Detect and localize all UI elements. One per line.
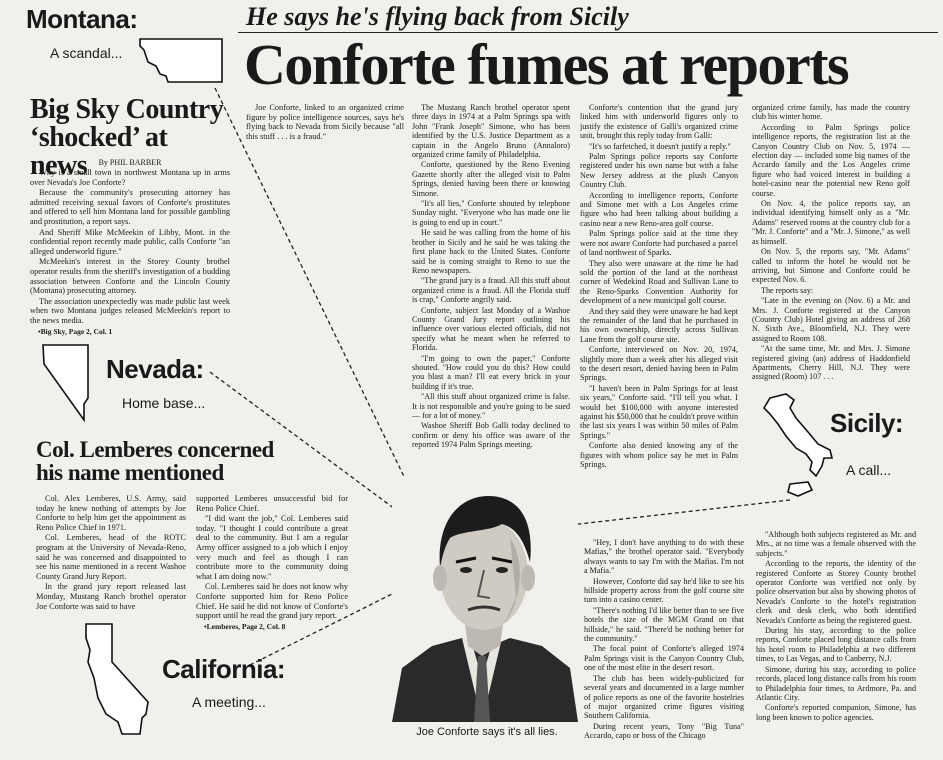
paragraph: The reports say: xyxy=(761,285,814,295)
montana-article xyxy=(30,168,230,337)
photo-caption: Joe Conforte says it's all lies. xyxy=(416,726,558,738)
paragraph: "It's so farfetched, it doesn't justify a reply." xyxy=(589,141,731,151)
california-map-icon xyxy=(82,622,160,738)
paragraph: On Nov. 5, the reports say, "Mr. Adams" called to inform the hotel he would not be arriving, but Simone and Conforte could be expected Nov. 6. xyxy=(752,247,910,285)
lemberes-column-2 xyxy=(196,494,348,632)
lemberes-headline-line2: his name mentioned xyxy=(36,460,224,485)
paragraph: "At the same time, Mr. and Mrs. J. Simone registered giving (an) address of Haddonfield Apartments, Cherry Hill, N.J. They were assigned (Room) 107 . . . xyxy=(752,344,910,382)
paragraph: In the grand jury report released last Monday, Mustang Ranch brothel operator Joe Conforte was said to have xyxy=(36,582,186,611)
paragraph: Conforte, questioned by the Reno Evening Gazette shortly after the alleged visit to Palm Springs, denied having been there or knowing Simone. xyxy=(412,160,570,198)
paragraph: Conforte, interviewed on Nov. 20, 1974, slightly more than a week after his alleged visit to the desert resort, denied having been in Palm Springs. xyxy=(580,345,738,383)
paragraph: According to intelligence reports, Conforte and Simone met with a Los Angeles crime figure who had been talking about building a casino near a new Reno-area golf course. xyxy=(580,190,738,228)
paragraph: McMeekin's interest in the Storey County brothel operator results from the sheriff's investigation of a budding association between Conforte and the Lincoln County (Montana) prosecuting attorney. xyxy=(30,257,230,296)
paragraph: "Although both subjects registered as Mr. and Mrs., at no time was a female observed with the subjects." xyxy=(756,530,916,558)
main-column-1 xyxy=(246,103,404,142)
paragraph: organized crime family, has made the country club his winter home. xyxy=(752,103,910,122)
montana-headline-line1: Big Sky Country xyxy=(30,94,224,125)
italy-map-icon xyxy=(756,392,838,504)
paragraph: "Late in the evening on (Nov. 6) a Mr. and Mrs. J. Conforte registered at the Canyon (Country Club) Hotel giving an address of 268 N. Sixth Ave., Bloomfield, N.J. They were assigned to Room 108. xyxy=(752,296,910,343)
paragraph: The focal point of Conforte's alleged 1974 Palm Springs visit is the Canyon Country Club, one of the most elite in the desert resort. xyxy=(584,644,744,673)
sicily-island xyxy=(788,482,812,496)
main-column-3 xyxy=(580,103,738,470)
paragraph: Conforte's reported companion, Simone, has long been known to police agencies. xyxy=(756,703,916,722)
nevada-map-icon xyxy=(40,342,92,424)
paragraph: During his stay, according to the police reports, Conforte placed long distance calls from his hotel room to Philadelphia at two different times, to Las Vegas, and to Canberry, N.J. xyxy=(756,626,916,664)
main-headline: Conforte fumes at reports xyxy=(244,32,849,97)
paragraph: The club has been widely-publicized for several years and documented in a large number of police reports as one of the favorite hostelries of major organized crime figures visiting Southern California. xyxy=(584,673,744,721)
montana-byline: By PHIL BARBER xyxy=(98,158,162,167)
paragraph: During recent years, Tony "Big Tuna" Accardo, capo or boss of the Chicago xyxy=(584,721,744,741)
montana-map-icon xyxy=(138,36,224,86)
paragraph: The Mustang Ranch brothel operator spent three days in 1974 at a Palm Springs spa with John "Frank Joseph" Simone, who has been identified by the U.S. Justice Department as a captain in the Angelo Bruno (Annaloro) organized crime family of Philadelphia. xyxy=(412,103,570,160)
paragraph: Washoe Sheriff Bob Galli today declined to confirm or deny his office was aware of the reported 1974 Palm Springs meeting. xyxy=(412,421,570,450)
paragraph: Why is a small town in northwest Montana up in arms over Nevada's Joe Conforte? xyxy=(30,168,230,187)
paragraph: "I did want the job," Col. Lemberes said today. "I thought I could contribute a great deal to the community. But I am a regular Army officer assigned to a job which I enjoy very much and feel as though I can contribute more to the community doing what I am doing now." xyxy=(196,514,348,581)
paragraph: Col. Alex Lemberes, U.S. Army, said today he knew nothing of attempts by Joe Conforte to help him get the appointment as Reno Police Chief in 1971. xyxy=(36,494,186,532)
main-column-4 xyxy=(752,103,910,383)
paragraph: According to the reports, the identity of the registered Conforte as Storey County brothel operator Conforte was verified not only by police observation but also by showing photos of Nevada's Conforte to the hotel's registration clerk and desk clerk, who both identified Nevada's Conforte as being the registered guest. xyxy=(756,559,916,625)
paragraph: The association unexpectedly was made public last week when two Montana judges released McMeekin's report to the news media. xyxy=(30,296,230,325)
main-kicker: He says he's flying back from Sicily xyxy=(246,2,629,31)
continued-reference: •Lemberes, Page 2, Col. 8 xyxy=(204,621,286,631)
paragraph: "There's nothing I'd like better than to see five hotels the size of the MGM Grand on that hillside," he said. "There'd be nothing better for the community." xyxy=(584,605,744,644)
paragraph: Col. Lemberes, head of the ROTC program at the University of Nevada-Reno, said he was concerned and disappointed to see his name mentioned in a recent Washoe County Grand Jury Report. xyxy=(36,533,186,581)
paragraph: Conforte also denied knowing any of the figures with whom police say he met in Palm Springs. xyxy=(580,441,738,470)
paragraph: Simone, during his stay, according to police records, placed long distance calls from his room to Philadelphia four times, to Ardmore, Pa. and Atlantic City. xyxy=(756,664,916,702)
nevada-label: Nevada: xyxy=(106,354,204,384)
paragraph: And Sheriff Mike McMeekin of Libby, Mont. in the confidential report recently made public, calls Conforte "an alleged underworld figure." xyxy=(30,227,230,256)
paragraph: Conforte's contention that the grand jury linked him with underworld figures only to justify the existence of Galli's organized crime unit, brought this reply today from Galli: xyxy=(580,103,738,141)
lemberes-headline xyxy=(36,438,336,484)
paragraph: "All this stuff about organized crime is false. It is not responsible and you're going to be sued — for a lot of money." xyxy=(412,392,570,420)
paragraph: According to Palm Springs police intelligence reports, the registration list at the Canyon Country Club on Nov. 5, 1974 — election day — included some big names of the Accardo family and the Los Angeles crime figure who had voiced interest in building a hotel-casino near the potential new Reno golf course. xyxy=(752,122,910,198)
conforte-photo xyxy=(392,478,578,722)
paragraph: "Hey, I don't have anything to do with these Mafias," the brothel operator said. "Everybody always wants to say I'm with the Mafias. I'm not a Mafia." xyxy=(584,538,744,576)
paragraph: They also were unaware at the time he had sold the portion of the land at the northeast corner of Wedekind Road and Sullivan Lane to the Reno-Sparks Convention Authority for development of a new municipal golf course. xyxy=(580,258,738,306)
california-tag: A meeting... xyxy=(192,694,266,710)
paragraph: "It's all lies," Conforte shouted by telephone Sunday night. "Everyone who has made one lie is going to end up in court." xyxy=(412,199,570,227)
paragraph: Conforte, subject last Monday of a Washoe County Grand Jury report outlining his influence over various elected officials, did not specify what he meant when he referred to Florida. xyxy=(412,305,570,353)
paragraph: Joe Conforte, linked to an organized crime figure by police intelligence sources, says he's flying back to Nevada from Sicily because "all this stuff . . . is a fraud." xyxy=(246,103,404,141)
sicily-tag: A call... xyxy=(846,462,892,478)
montana-headline-line2: ‘shocked’ at news xyxy=(30,122,168,181)
california-label: California: xyxy=(162,654,286,684)
paragraph: "The grand jury is a fraud. All this stuff about organized crime is a fraud. All the Florida stuff is crap," Conforte angrily said. xyxy=(412,276,570,305)
sicily-label: Sicily: xyxy=(830,408,904,438)
portrait-illustration xyxy=(392,478,578,722)
paragraph: However, Conforte did say he'd like to see his hillside property across from the golf course site turn into a casino center. xyxy=(584,576,744,605)
lemberes-headline-line1: Col. Lemberes concerned xyxy=(36,437,274,462)
nevada-tag: Home base... xyxy=(122,395,206,411)
paragraph: He said he was calling from the home of his brother in Sicily and he said he was taking the first plane back to the United States. Conforte said he is coming straight to Reno to sue the Reno newspapers. xyxy=(412,228,570,275)
paragraph: supported Lemberes unsuccessful bid for Reno Police Chief. xyxy=(196,494,348,513)
paragraph: "I haven't been in Palm Springs for at least six years," Conforte said. "I'll tell you what. I would bet $100,000 with anyone interested against his $50,000 that he couldn't prove within the last six years I was within 50 miles of Palm Springs." xyxy=(580,383,738,440)
montana-tag: A scandal... xyxy=(50,45,123,61)
paragraph: On Nov. 4, the police reports say, an individual identifying himself only as a "Mr. Adams" reserved rooms at the country club for a "Mr. J. Conforte" and a "Mr. J. Simone," as well as himself. xyxy=(752,199,910,246)
main-column-2 xyxy=(412,103,570,451)
paragraph: Col. Lemberes said he does not know why Conforte supported him for Reno Police Chief. He said he did not know of Conforte's support until he read the grand jury report. xyxy=(196,582,348,621)
paragraph: Palm Springs police said at the time they were not aware Conforte had purchased a parcel of land northwest of Sparks. xyxy=(580,229,738,258)
montana-label: Montana: xyxy=(26,4,138,34)
main-column-5 xyxy=(584,538,744,742)
main-column-6 xyxy=(756,530,916,723)
paragraph: And they said they were unaware he had kept the remainder of the land that he purchased in his own ownership, directly across Sullivan Lane from the golf course site. xyxy=(580,306,738,344)
paragraph: "I'm going to own the paper," Conforte shouted. "How could you do this? How could you blast a man? I'll eat every brick in your building if it's true. xyxy=(412,353,570,391)
lemberes-column-1 xyxy=(36,494,186,612)
paragraph: Palm Springs police reports say Conforte registered under his own name but with a false New Jersey address at the plush Canyon Country Club. xyxy=(580,152,738,190)
paragraph: Because the community's prosecuting attorney has admitted receiving sexual favors of Conforte's prostitutes and offered to sell him Montana land for possible gambling and prostitution, a report says. xyxy=(30,188,230,226)
continued-reference: •Big Sky, Page 2, Col. 1 xyxy=(38,326,113,336)
